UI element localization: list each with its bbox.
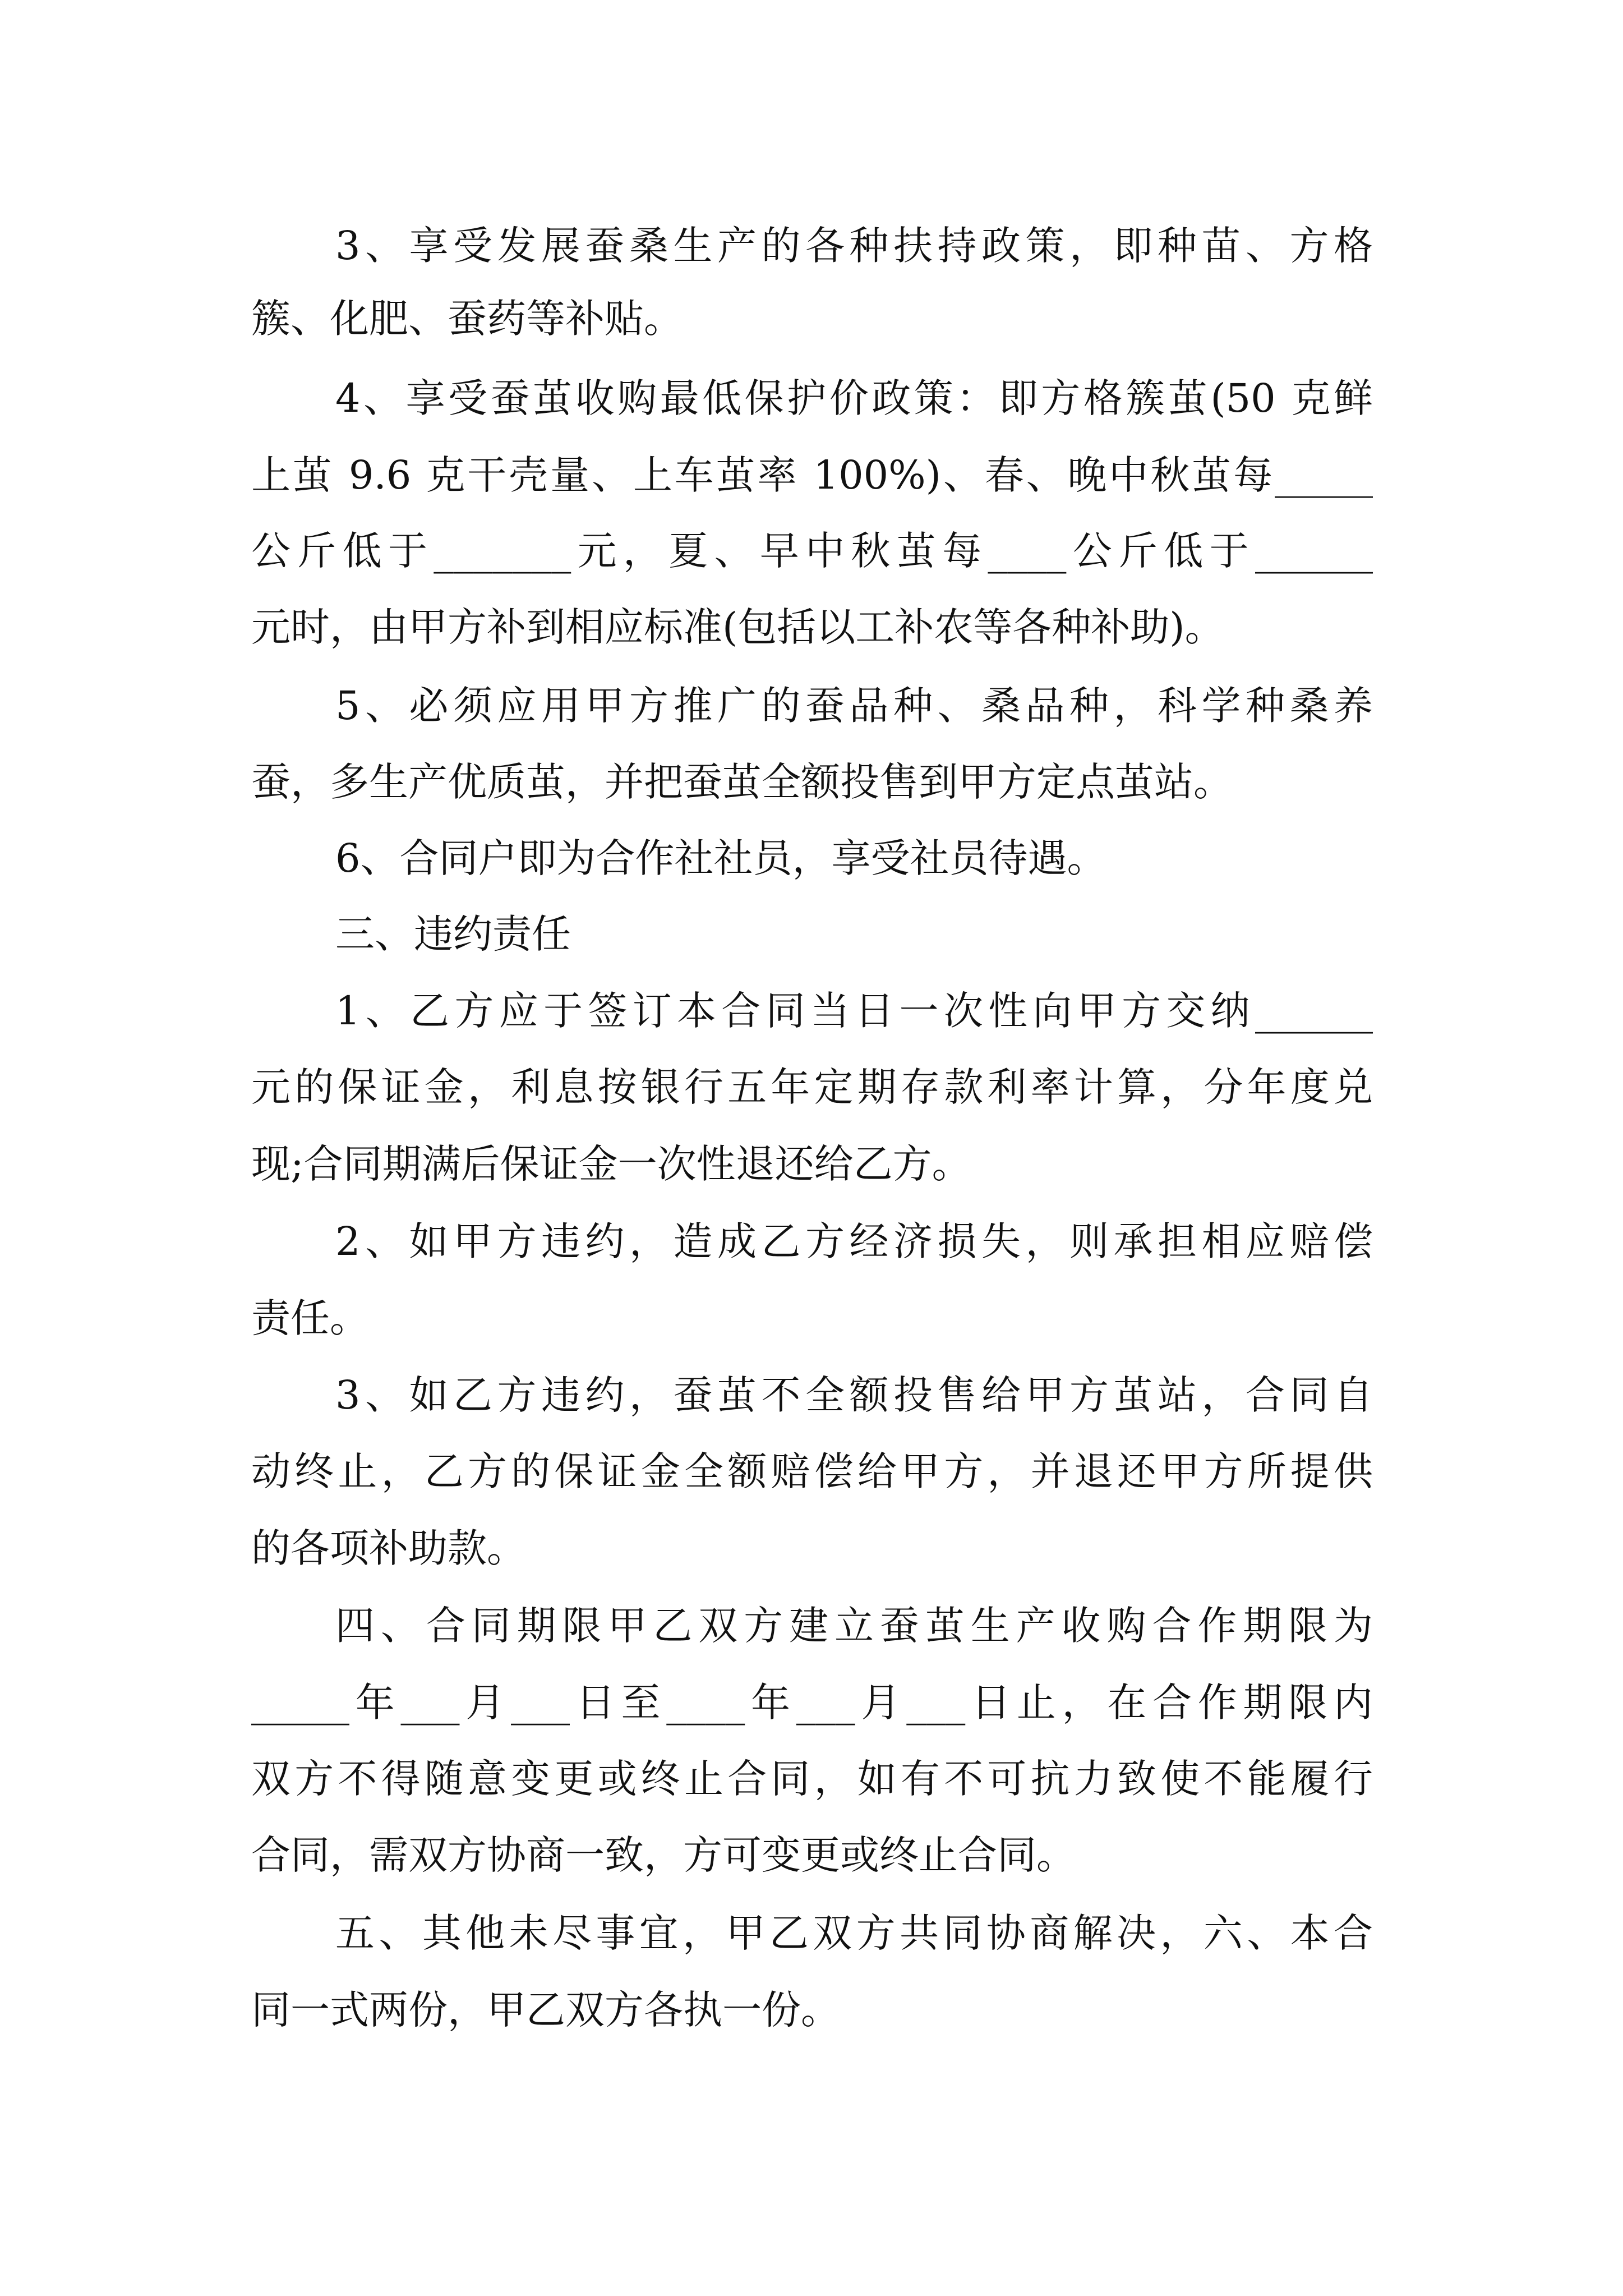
section-4-line-1: 四、合同期限甲乙双方建立蚕茧生产收购合作期限为 [335,1603,1373,1649]
clause-4-line-1: 4、享受蚕茧收购最低保护价政策：即方格簇茧(50 克鲜 [335,375,1373,421]
breach-1-line-3: 现;合同期满后保证金一次性退还给乙方。 [251,1141,971,1187]
clause-6-line-1: 6、合同户即为合作社社员，享受社员待遇。 [335,835,1106,881]
clause-4-line-2: 上茧 9.6 克干壳量、上车茧率 100%)、春、晚中秋茧每_____ [251,452,1373,498]
section-4-line-3: 双方不得随意变更或终止合同，如有不可抗力致使不能履行 [251,1756,1373,1802]
breach-3-line-1: 3、如乙方违约，蚕茧不全额投售给甲方茧站，合同自 [335,1372,1373,1418]
clause-3-line-1: 3、享受发展蚕桑生产的各种扶持政策，即种苗、方格 [335,223,1373,269]
breach-1-line-2: 元的保证金，利息按银行五年定期存款利率计算，分年度兑 [251,1064,1373,1110]
section-4-line-4: 合同，需双方协商一致，方可变更或终止合同。 [251,1832,1076,1878]
section-5-line-2: 同一式两份，甲乙双方各执一份。 [251,1987,840,2033]
breach-2-line-2: 责任。 [251,1295,369,1341]
breach-1-line-1: 1、乙方应于签订本合同当日一次性向甲方交纳______ [335,988,1373,1034]
breach-3-line-3: 的各项补助款。 [251,1525,526,1571]
clause-4-line-4: 元时，由甲方补到相应标准(包括以工补农等各种补助)。 [251,604,1224,650]
section-3-heading: 三、违约责任 [335,911,571,957]
clause-5-line-2: 蚕，多生产优质茧，并把蚕茧全额投售到甲方定点茧站。 [251,759,1233,805]
breach-2-line-1: 2、如甲方违约，造成乙方经济损失，则承担相应赔偿 [335,1218,1373,1264]
clause-4-line-3: 公斤低于_______元，夏、早中秋茧每____公斤低于______ [251,528,1373,574]
section-4-line-2: _____年___月___日至____年___月___日止，在合作期限内 [251,1680,1373,1726]
section-5-line-1: 五、其他未尽事宜，甲乙双方共同协商解决，六、本合 [335,1910,1373,1956]
breach-3-line-2: 动终止，乙方的保证金全额赔偿给甲方，并退还甲方所提供 [251,1448,1373,1494]
clause-3-line-2: 簇、化肥、蚕药等补贴。 [251,296,683,342]
clause-5-line-1: 5、必须应用甲方推广的蚕品种、桑品种，科学种桑养 [335,683,1373,729]
